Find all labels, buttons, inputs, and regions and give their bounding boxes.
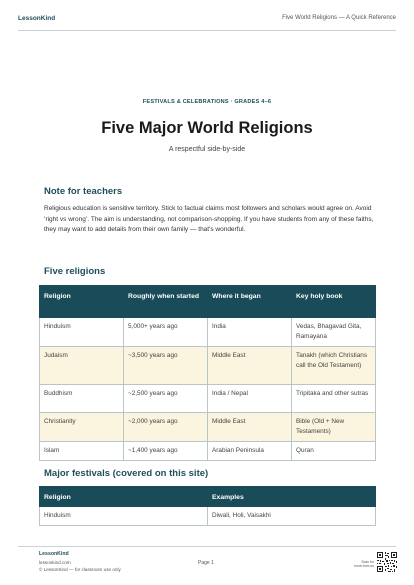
column-header-religion: Religion — [40, 286, 124, 318]
column-header-religion: Religion — [40, 487, 208, 507]
teacher-note-body: Religious education is sensitive territory. Stick to factual claims most followers and scholars would agree on. Avoid ‘right vs wrong’. The aim is understanding, not comparison-shopping. If you have students from any of these faiths, they may want to add details from their own family — that's wonderful. — [44, 205, 374, 234]
festivals-heading: Major festivals (covered on this site) — [44, 468, 209, 479]
category-kicker: FESTIVALS & CELEBRATIONS · GRADES 4–6 — [142, 99, 272, 105]
where-began-cell: Arabian Peninsula — [208, 442, 292, 461]
holy-book-cell: Quran — [292, 442, 376, 461]
when-started-cell: ~2,000 years ago — [124, 413, 208, 442]
teacher-note-heading: Note for teachers — [44, 186, 123, 197]
column-header-examples: Examples — [208, 487, 376, 507]
footer-brand: LessonKind — [39, 551, 69, 557]
when-started-cell: ~3,500 years ago — [124, 347, 208, 385]
table-row — [40, 385, 376, 413]
page-title: Five Major World Religions — [101, 119, 313, 137]
religion-cell: Islam — [40, 442, 124, 461]
festivals-table-header-row — [40, 487, 376, 507]
footer-site-link[interactable]: lessonkind.com — [39, 560, 71, 565]
table-row — [40, 318, 376, 347]
when-started-cell: ~2,500 years ago — [124, 385, 208, 413]
page-header — [0, 0, 414, 40]
qr-caption — [344, 560, 374, 568]
holy-book-cell: Tanakh (which Christians call the Old Testament) — [292, 347, 376, 385]
column-header-where-began: Where it began — [208, 286, 292, 318]
column-header-holy-book: Key holy book — [292, 286, 376, 318]
qr-caption-line-1: Scan for — [361, 560, 374, 564]
holy-book-cell: Vedas, Bhagavad Gita, Ramayana — [292, 318, 376, 347]
column-header-when-started: Roughly when started — [124, 286, 208, 318]
table-row — [40, 347, 376, 385]
where-began-cell: India / Nepal — [208, 385, 292, 413]
qr-caption-line-2: more from us — [354, 564, 374, 568]
where-began-cell: Middle East — [208, 347, 292, 385]
religion-cell: Christianity — [40, 413, 124, 442]
page-number: Page 1 — [198, 560, 214, 566]
holy-book-cell: Bible (Old + New Testaments) — [292, 413, 376, 442]
when-started-cell: 5,000+ years ago — [124, 318, 208, 347]
header-document-title: Five World Religions — A Quick Reference — [282, 15, 396, 21]
festivals-table — [39, 486, 376, 526]
table-row — [40, 413, 376, 442]
header-brand[interactable]: LessonKind — [18, 15, 56, 22]
when-started-cell: ~1,400 years ago — [124, 442, 208, 461]
religions-table — [39, 285, 376, 461]
footer-copyright: © LessonKind — for classroom use only — [39, 567, 121, 572]
religion-cell: Judaism — [40, 347, 124, 385]
religion-cell: Buddhism — [40, 385, 124, 413]
table-row — [40, 442, 376, 461]
where-began-cell: Middle East — [208, 413, 292, 442]
religion-cell: Hinduism — [40, 507, 208, 526]
page-subtitle: A respectful side-by-side — [168, 146, 246, 153]
footer-divider — [18, 546, 396, 547]
religions-heading: Five religions — [44, 266, 106, 277]
religions-table-header-row — [40, 286, 376, 318]
table-row — [40, 507, 376, 526]
religion-cell: Hinduism — [40, 318, 124, 347]
qr-code-icon[interactable] — [376, 551, 398, 573]
where-began-cell: India — [208, 318, 292, 347]
examples-cell: Diwali, Holi, Vaisakhi — [208, 507, 376, 526]
header-divider — [18, 30, 396, 31]
holy-book-cell: Tripitaka and other sutras — [292, 385, 376, 413]
